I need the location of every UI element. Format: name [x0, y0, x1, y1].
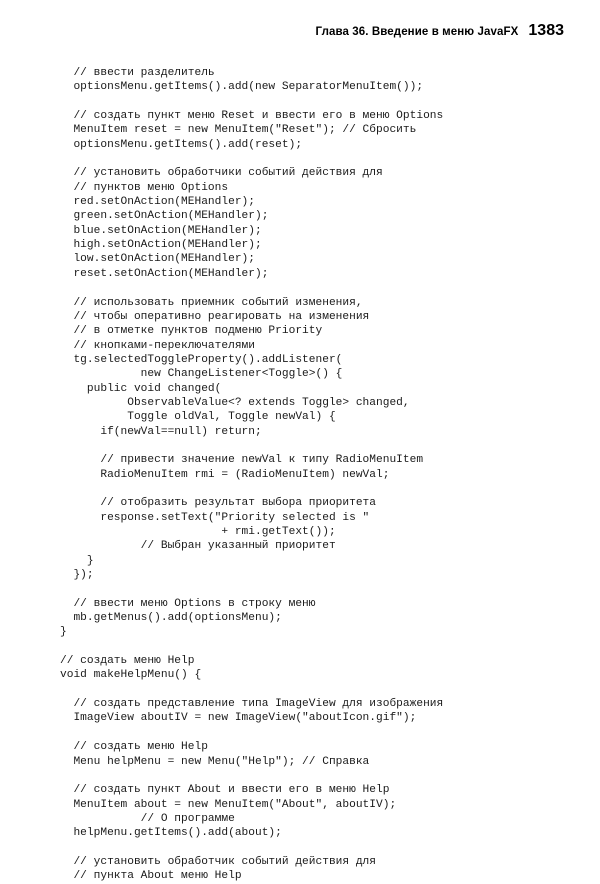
code-line: // пунктов меню Options: [60, 181, 229, 194]
code-line: Menu helpMenu = new Menu("Help"); // Справка: [60, 755, 370, 768]
code-line: helpMenu.getItems().add(about);: [60, 827, 282, 840]
code-line: MenuItem reset = new MenuItem("Reset"); // Сбросить: [60, 124, 417, 137]
code-line: // ввести меню Options в строку меню: [60, 597, 316, 610]
code-line: low.setOnAction(MEHandler);: [60, 253, 255, 266]
code-line: blue.setOnAction(MEHandler);: [60, 224, 262, 237]
code-line: // кнопками-переключателями: [60, 339, 255, 352]
code-line: // создать представление типа ImageView для изображения: [60, 698, 444, 711]
code-line: reset.setOnAction(MEHandler);: [60, 267, 269, 280]
code-line: // пункта About меню Help: [60, 870, 242, 883]
code-line: // использовать приемник событий изменения,: [60, 296, 363, 309]
code-line: [60, 769, 566, 783]
code-line: [60, 683, 566, 697]
code-line: [60, 152, 566, 166]
code-line: [60, 95, 566, 109]
code-line: // привести значение newVal к типу RadioMenuItem: [60, 454, 424, 467]
code-line: // создать пункт меню Reset и ввести его в меню Options: [60, 110, 444, 123]
code-line: red.setOnAction(MEHandler);: [60, 196, 255, 209]
code-line: [60, 281, 566, 295]
code-line: green.setOnAction(MEHandler);: [60, 210, 269, 223]
code-line: // создать меню Help: [60, 655, 195, 668]
code-line: + rmi.getText());: [60, 526, 336, 538]
code-line: // О программе: [60, 812, 235, 825]
code-line: // чтобы оперативно реагировать на изменения: [60, 310, 370, 323]
code-line: // отобразить результат выбора приоритета: [60, 497, 377, 510]
code-line: MenuItem about = new MenuItem("About", aboutIV);: [60, 798, 397, 811]
code-line: [60, 726, 566, 740]
code-line: // установить обработчик событий действия для: [60, 855, 377, 868]
code-line: response.setText("Priority selected is ": [60, 511, 370, 524]
code-line: [60, 841, 566, 855]
code-line: // создать меню Help: [60, 741, 208, 754]
code-line: }: [60, 554, 94, 567]
code-line: [60, 482, 566, 496]
code-line: public void changed(: [60, 382, 222, 395]
code-line: }: [60, 626, 67, 639]
code-line: RadioMenuItem rmi = (RadioMenuItem) newVal;: [60, 468, 390, 481]
code-line: if(newVal==null) return;: [60, 425, 262, 438]
code-line: mb.getMenus().add(optionsMenu);: [60, 612, 282, 625]
code-line: new ChangeListener<Toggle>() {: [60, 368, 343, 381]
code-line: ObservableValue<? extends Toggle> changed,: [60, 396, 410, 409]
code-line: // создать пункт About и ввести его в меню Help: [60, 784, 390, 797]
code-line: [60, 640, 566, 654]
code-line: Toggle oldVal, Toggle newVal) {: [60, 411, 336, 424]
code-line: ImageView aboutIV = new ImageView("aboutIcon.gif");: [60, 712, 417, 725]
code-line: });: [60, 569, 94, 582]
code-line: void makeHelpMenu() {: [60, 669, 202, 682]
code-line: tg.selectedToggleProperty().addListener(: [60, 353, 343, 366]
code-listing: [60, 66, 566, 884]
code-line: optionsMenu.getItems().add(new SeparatorMenuItem());: [60, 81, 424, 94]
code-line: // в отметке пунктов подменю Priority: [60, 325, 323, 338]
code-line: // Выбран указанный приоритет: [60, 540, 336, 553]
code-line: // установить обработчики событий действия для: [60, 167, 383, 180]
code-line: optionsMenu.getItems().add(reset);: [60, 138, 303, 151]
page-number: 1383: [528, 22, 564, 39]
code-line: [60, 439, 566, 453]
code-line: // ввести разделитель: [60, 67, 215, 79]
chapter-title: Глава 36. Введение в меню JavaFX: [315, 26, 519, 38]
code-line: high.setOnAction(MEHandler);: [60, 239, 262, 252]
code-line: [60, 582, 566, 596]
page-header: [60, 22, 566, 40]
